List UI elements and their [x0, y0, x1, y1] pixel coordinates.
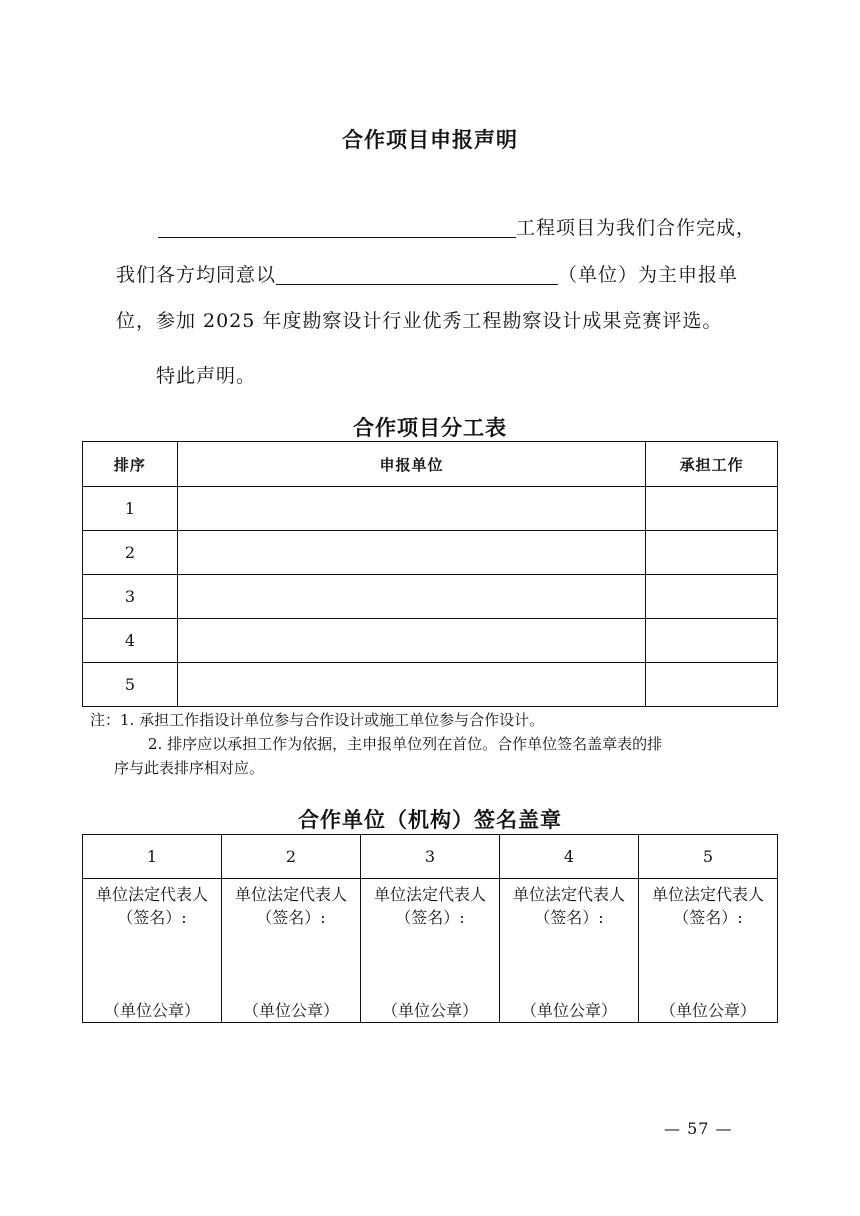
signature-label: （签名）:	[395, 908, 465, 927]
table-row	[83, 575, 778, 619]
unit-cell[interactable]	[177, 663, 645, 707]
signature-number-row	[83, 835, 778, 879]
work-cell[interactable]	[646, 531, 778, 575]
work-cell[interactable]	[646, 619, 778, 663]
unit-cell[interactable]	[177, 575, 645, 619]
signature-cell[interactable]	[83, 879, 222, 1023]
signature-label: （签名）:	[117, 908, 187, 927]
unit-cell[interactable]	[177, 487, 645, 531]
column-number: 5	[639, 835, 778, 879]
seal-label: （单位公章）	[242, 1001, 339, 1020]
signature-label: （签名）:	[673, 908, 743, 927]
lead-unit-blank[interactable]	[276, 262, 558, 285]
work-cell[interactable]	[646, 575, 778, 619]
column-number: 1	[83, 835, 222, 879]
note-line-1: 注：1. 承担工作指设计单位参与合作设计或施工单位参与合作设计。	[90, 711, 545, 729]
seal-label: （单位公章）	[659, 1001, 756, 1020]
row-index: 5	[83, 663, 178, 707]
page-number: — 57 —	[664, 1119, 733, 1138]
header-work: 承担工作	[646, 442, 778, 487]
declaration-line-3: 位，参加 2025 年度勘察设计行业优秀工程勘察设计成果竞赛评选。	[116, 310, 723, 332]
declaration-line-2	[116, 260, 738, 287]
table-row	[83, 531, 778, 575]
declaration-line-1	[158, 213, 756, 240]
table-row	[83, 487, 778, 531]
note-line-3: 序与此表排序相对应。	[114, 759, 265, 777]
signature-table-title: 合作单位（机构）签名盖章	[298, 808, 562, 832]
seal-label: （单位公章）	[520, 1001, 617, 1020]
declaration-line-2-suffix: （单位）为主申报单	[558, 264, 739, 286]
page-title: 合作项目申报声明	[342, 128, 518, 152]
declaration-line-4: 特此声明。	[156, 365, 257, 387]
legal-rep-label: 单位法定代表人	[234, 885, 347, 904]
legal-rep-label: 单位法定代表人	[512, 885, 625, 904]
division-table	[82, 441, 778, 707]
signature-cell[interactable]	[639, 879, 778, 1023]
unit-cell[interactable]	[177, 531, 645, 575]
legal-rep-label: 单位法定代表人	[95, 885, 208, 904]
column-number: 4	[500, 835, 639, 879]
work-cell[interactable]	[646, 663, 778, 707]
table-row	[83, 619, 778, 663]
table-row	[83, 663, 778, 707]
signature-cell[interactable]	[500, 879, 639, 1023]
header-unit: 申报单位	[177, 442, 645, 487]
legal-rep-label: 单位法定代表人	[651, 885, 764, 904]
project-name-blank[interactable]	[158, 215, 516, 238]
column-number: 2	[222, 835, 361, 879]
signature-label: （签名）:	[256, 908, 326, 927]
row-index: 3	[83, 575, 178, 619]
division-table-title: 合作项目分工表	[353, 416, 507, 440]
signature-row	[83, 879, 778, 1023]
row-index: 1	[83, 487, 178, 531]
row-index: 4	[83, 619, 178, 663]
unit-cell[interactable]	[177, 619, 645, 663]
work-cell[interactable]	[646, 487, 778, 531]
row-index: 2	[83, 531, 178, 575]
signature-cell[interactable]	[222, 879, 361, 1023]
signature-table	[82, 834, 778, 1023]
table-notes	[90, 708, 780, 780]
legal-rep-label: 单位法定代表人	[373, 885, 486, 904]
signature-cell[interactable]	[361, 879, 500, 1023]
seal-label: （单位公章）	[103, 1001, 200, 1020]
seal-label: （单位公章）	[381, 1001, 478, 1020]
header-order: 排序	[83, 442, 178, 487]
column-number: 3	[361, 835, 500, 879]
declaration-line-1-text: 工程项目为我们合作完成，	[516, 217, 757, 239]
signature-label: （签名）:	[534, 908, 604, 927]
declaration-line-2-prefix: 我们各方均同意以	[116, 264, 277, 286]
division-table-header	[83, 442, 778, 487]
note-line-2: 2. 排序应以承担工作为依据，主申报单位列在首位。合作单位签名盖章表的排	[148, 735, 663, 753]
